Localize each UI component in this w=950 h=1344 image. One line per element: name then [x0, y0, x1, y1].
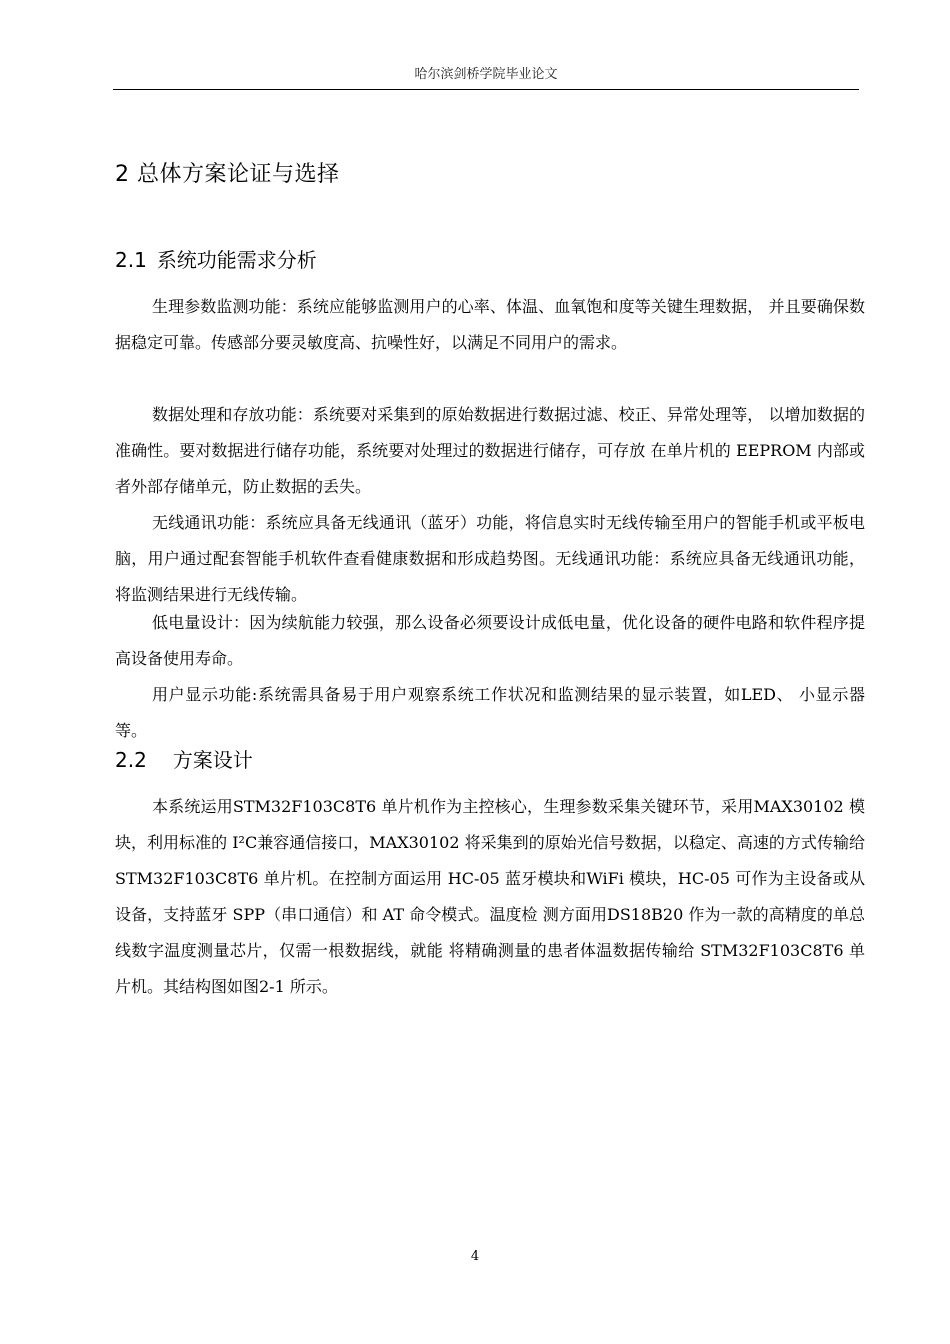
paragraph-user-display: 用户显示功能:系统需具备易于用户观察系统工作状况和监测结果的显示装置，如LED、 小显示器等。	[115, 685, 865, 740]
paragraph-physiological-monitoring: 生理参数监测功能：系统应能够监测用户的心率、体温、血氧饱和度等关键生理数据， 并且要确保数据稳定可靠。传感部分要灵敏度高、抗噪性好，以满足不同用户的需求。	[115, 297, 865, 352]
chapter-title: 2 总体方案论证与选择	[115, 162, 340, 187]
page-header	[113, 66, 859, 90]
section-title-text: 系统功能需求分析	[156, 248, 317, 272]
page-number: 4	[470, 1249, 480, 1264]
paragraph-data-processing: 数据处理和存放功能：系统要对采集到的原始数据进行数据过滤、校正、异常处理等， 以增加数据的准确性。要对数据进行储存功能，系统要对处理过的数据进行储存，可存放 在单片机的 EEPROM 内部或者外部存储单元，防止数据的丢失。	[115, 405, 865, 496]
section-title-text: 方案设计	[172, 748, 253, 772]
paragraph-low-power-design: 低电量设计：因为续航能力较强，那么设备必须要设计成低电量，优化设备的硬件电路和软件程序提高设备使用寿命。	[115, 613, 865, 668]
section-heading-2-1	[115, 246, 317, 274]
section-number: 2.2	[115, 748, 147, 772]
paragraph-wireless-communication: 无线通讯功能：系统应具备无线通讯（蓝牙）功能，将信息实时无线传输至用户的智能手机或平板电脑，用户通过配套智能手机软件查看健康数据和形成趋势图。无线通讯功能：系统应具备无线通讯功能，将监测结果进行无线传输。	[115, 513, 865, 604]
section-heading-2-2	[115, 746, 253, 774]
section-number: 2.1	[115, 248, 147, 272]
paragraph-scheme-design: 本系统运用STM32F103C8T6 单片机作为主控核心，生理参数采集关键环节，采用MAX30102 模块，利用标准的 I²C兼容通信接口，MAX30102 将采集到的原始光信号数据，以稳定、高速的方式传输给 STM32F103C8T6 单片机。在控制方面运用 HC-05 蓝牙模块和WiFi 模块，HC-05 可作为主设备或从设备，支持蓝牙 SPP（串口通信）和 AT 命令模式。温度检 测方面用DS18B20 作为一款的高精度的单总线数字温度测量芯片，仅需一根数据线，就能 将精确测量的患者体温数据传输给 STM32F103C8T6 单片机。其结构图如图2-1 所示。	[115, 797, 865, 996]
header-title: 哈尔滨剑桥学院毕业论文	[414, 67, 558, 82]
